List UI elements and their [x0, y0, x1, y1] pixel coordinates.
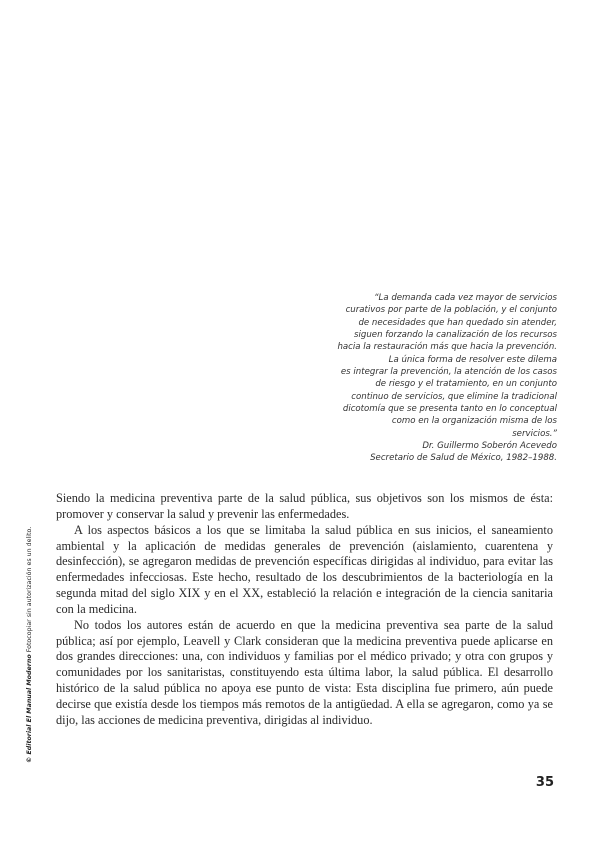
epigraph-line: de necesidades que han quedado sin atender,	[358, 317, 557, 328]
epigraph-line: siguen forzando la canalización de los recursos	[354, 330, 557, 341]
epigraph-line: de riesgo y el tratamiento, en un conjunto	[375, 379, 557, 390]
epigraph-line: curativos por parte de la población, y el conjunto	[345, 305, 557, 316]
paragraph: A los aspectos básicos a los que se limitaba la salud pública en sus inicios, el saneamiento ambiental y la aplicación de medidas generales de prevención (aislamiento, cuarentena y desinfección), se agregaron medidas de prevención específicas dirigidas al individuo, para evitar las enfermedades infecciosas. Este hecho, resultado de los descubrimientos de la bacteriología en la segunda mitad del siglo XIX y en el XX, estableció la relación e integración de la ciencia sanitaria con la medicina.	[56, 522, 553, 616]
epigraph-line: hacia la restauración más que hacia la prevención.	[337, 342, 557, 353]
paragraph: No todos los autores están de acuerdo en que la medicina preventiva sea parte de la salud pública; así por ejemplo, Leavell y Clark consideran que la medicina preventiva puede aplicarse en dos grandes direcciones: una, con individuos y familias por el médico privado; y otra con grupos y comunidades por los sanitaristas, constituyendo esta última labor, la salud pública. El desarrollo histórico de la salud pública no apoya ese punto de vista: Esta disciplina fue primero, aún puede decirse que existía desde los tiempos más remotos de la antigüedad. A ella se agregaron, como ya se dijo, las acciones de medicina preventiva, dirigidas al individuo.	[56, 617, 553, 727]
epigraph-line: es integrar la prevención, la atención de los casos	[340, 367, 557, 378]
copyright-notice	[26, 527, 33, 763]
epigraph-line: “La demanda cada vez mayor de servicios	[374, 293, 557, 303]
paragraph: Siendo la medicina preventiva parte de la salud pública, sus objetivos son los mismos de ésta: promover y conservar la salud y prevenir las enfermedades.	[56, 491, 553, 521]
epigraph-line: continuo de servicios, que elimine la tradicional	[351, 391, 557, 402]
page-number: 35	[535, 775, 554, 790]
epigraph-line: servicios.”	[512, 428, 557, 439]
epigraph-line: como en la organización misma de los	[391, 416, 557, 427]
copyright-publisher: © Editorial El Manual Moderno	[26, 654, 33, 763]
epigraph-author-role: Secretario de Salud de México, 1982–1988.	[370, 453, 557, 464]
epigraph-quote	[267, 292, 557, 465]
epigraph-author: Dr. Guillermo Soberón Acevedo	[422, 441, 557, 452]
epigraph-line: La única forma de resolver este dilema	[388, 354, 557, 365]
body-text	[56, 491, 553, 729]
epigraph-line: dicotomía que se presenta tanto en lo conceptual	[342, 404, 557, 415]
copyright-warning: Fotocopiar sin autorización es un delito.	[26, 526, 33, 655]
